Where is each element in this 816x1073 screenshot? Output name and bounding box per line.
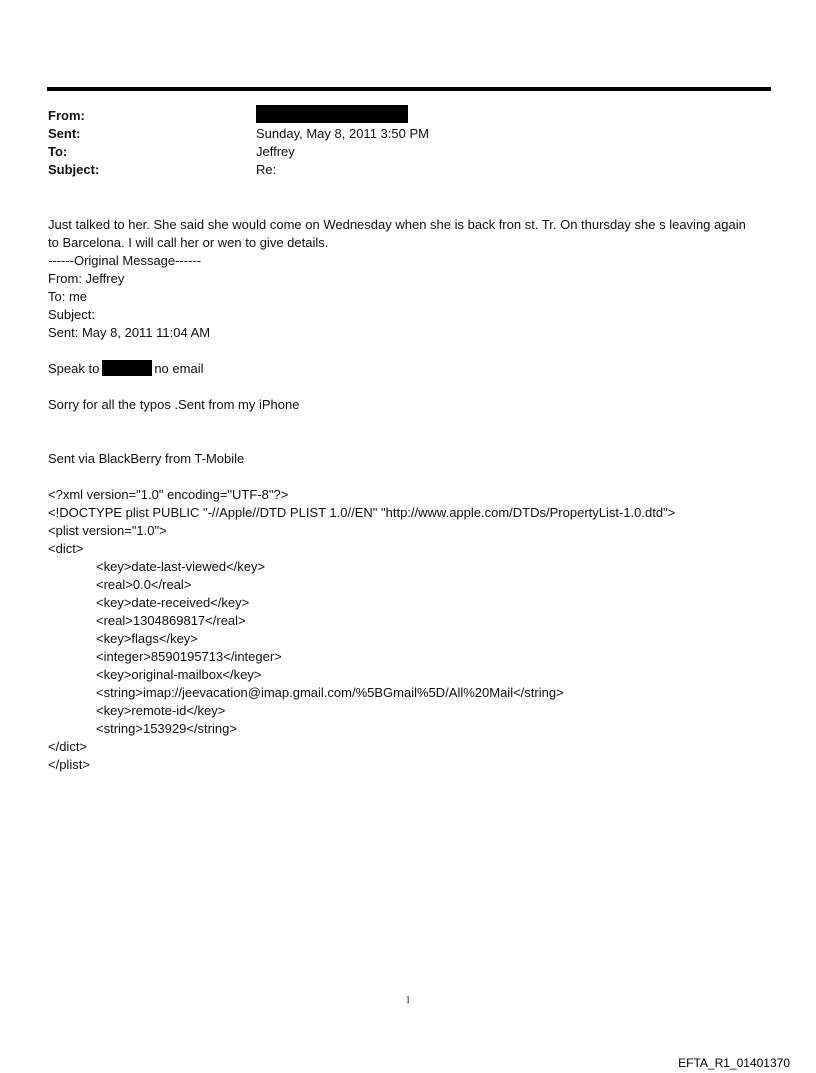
plist-entry: <real>0.0</real> <box>96 577 192 592</box>
typos-signature: Sorry for all the typos .Sent from my iPhone <box>48 397 300 412</box>
speak-line <box>48 360 778 378</box>
sent-value: Sunday, May 8, 2011 3:50 PM <box>256 126 429 141</box>
redaction-box <box>102 360 152 376</box>
speak-prefix: Speak to <box>48 361 100 376</box>
plist-entry: <integer>8590195713</integer> <box>96 649 282 664</box>
page-number: 1 <box>405 995 411 1006</box>
original-to: To: me <box>48 289 88 304</box>
blackberry-signature: Sent via BlackBerry from T-Mobile <box>48 451 245 466</box>
plist-open: <plist version="1.0"> <box>48 523 167 538</box>
speak-suffix: no email <box>154 361 204 376</box>
xml-declaration: <?xml version="1.0" encoding="UTF-8"?> <box>48 487 289 502</box>
subject-value: Re: <box>256 162 277 177</box>
to-row <box>48 143 748 161</box>
sent-label: Sent: <box>48 126 81 141</box>
from-value <box>256 107 408 125</box>
sent-row <box>48 125 748 143</box>
plist-entry: <string>153929</string> <box>96 721 237 736</box>
to-label: To: <box>48 144 68 159</box>
top-rule <box>47 87 771 91</box>
original-subject: Subject: <box>48 307 95 322</box>
original-message-marker: ------Original Message------ <box>48 253 202 268</box>
plist-entry: <string>imap://jeevacation@imap.gmail.com/%5BGmail%5D/All%20Mail</string> <box>96 685 564 700</box>
original-sent: Sent: May 8, 2011 11:04 AM <box>48 325 211 340</box>
redaction-box <box>256 105 408 123</box>
plist-close: </plist> <box>48 757 90 772</box>
plist-entry: <key>flags</key> <box>96 631 198 646</box>
email-header <box>48 107 748 179</box>
plist-entry: <real>1304869817</real> <box>96 613 246 628</box>
plist-entry: <key>date-last-viewed</key> <box>96 559 266 574</box>
plist-entry: <key>remote-id</key> <box>96 703 226 718</box>
from-label: From: <box>48 108 85 123</box>
dict-open: <dict> <box>48 541 84 556</box>
original-from: From: Jeffrey <box>48 271 125 286</box>
subject-row <box>48 161 748 179</box>
dict-close: </dict> <box>48 739 88 754</box>
subject-label: Subject: <box>48 162 100 177</box>
plist-entry: <key>original-mailbox</key> <box>96 667 262 682</box>
xml-doctype: <!DOCTYPE plist PUBLIC "-//Apple//DTD PLIST 1.0//EN" "http://www.apple.com/DTDs/PropertyList-1.0.dtd"> <box>48 505 676 520</box>
from-row <box>48 107 748 125</box>
reply-line: to Barcelona. I will call her or wen to give details. <box>48 235 329 250</box>
plist-entry: <key>date-received</key> <box>96 595 250 610</box>
bates-number: EFTA_R1_01401370 <box>678 1056 790 1070</box>
email-body <box>48 216 778 774</box>
reply-line: Just talked to her. She said she would come on Wednesday when she is back fron st. Tr. On thursday she s leaving again <box>48 217 746 232</box>
to-value: Jeffrey <box>256 144 295 159</box>
